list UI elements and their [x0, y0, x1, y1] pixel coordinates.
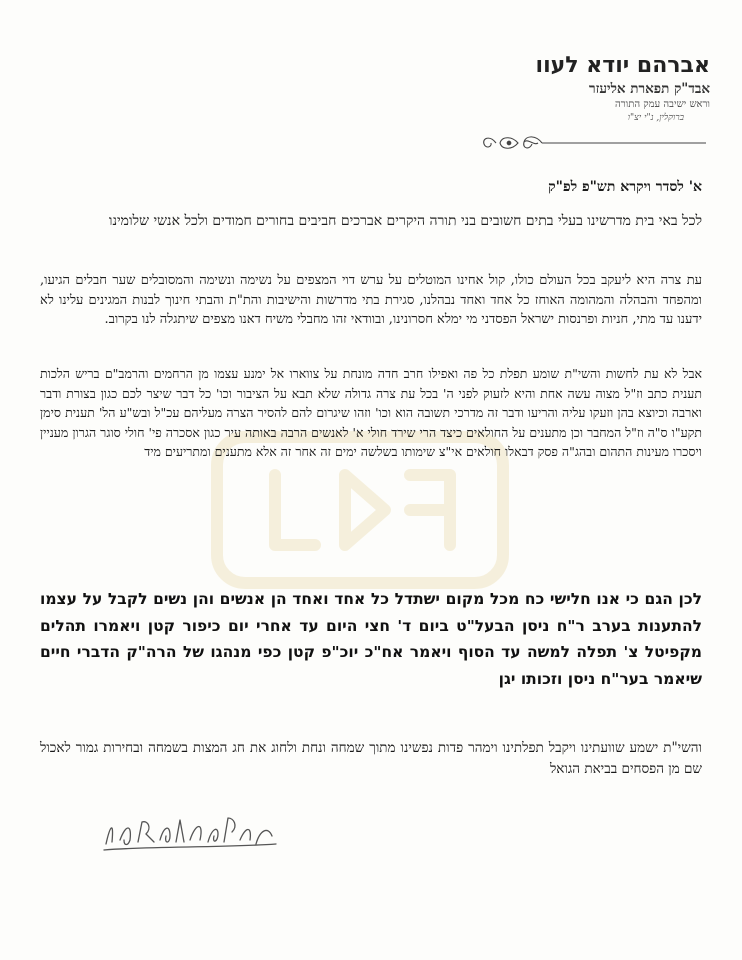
letterhead	[450, 52, 710, 124]
letterhead-name: אברהם יודא לעוו	[535, 53, 710, 78]
letterhead-subtitle: וראש ישיבה עמק התורה	[615, 99, 710, 110]
letter-paragraph-2: אבל לא עת לחשות והשי"ת שומע תפלת כל פה ואפילו חרב חדה מונחת על צווארו אל ימנע עצמו מן הרחמים והרמב"ם בריש הלכות תענית כתב וז"ל מצוה עשה אחת והיא לזעוק לפני ה' בכל עת צרה גדולה שלא תבא על הציבור וכו' כל דבר שיצר לכם כגון בצורת ודבר וארבה וכיוצא בהן וזעקו עליה והריעו ודבר זה מדרכי תשובה הוא וכו' וזהו שיגרום להם להסיר הצרה מעליהם עכ"ל ובש"ע הל' תענית סימן תקע"ו ס"ה וז"ל המחבר וכן מתענים על החולאים כיצד הרי שירד חולי א' לאנשים הרבה באותה עיר כגון אסכרה פי' חולי סוגר הגרון מעניין ויסכרו מעינות התהום ובהג"ה פסק דבאלו חולאים אי"צ שימותו בשלשה ימים זה אחר זה אלא מתענים ומתריעים מיד	[40, 366, 702, 459]
letter-paragraph-1: עת צרה היא ליעקב בכל העולם כולו, קול אחינו המוטלים על ערש דוי המצפים על נשימה ונשימה והמסובלים שער חבלים הגיעו, ומהפחד והבהלה והמהומה האוחז כל אחד ואחד נבהלנו, סגירת בתי מדרשות והישיבות והת"ת והבתי חינוך לבנות המגינים עלינו לא ידענו עד מתי, חניות ופרנסות ישראל הפסדני מי ימלא חסרונינו, ובוודאי זהו מחבלי משיח דאנו מצפים שיתגלה לנו בקרוב.	[40, 273, 702, 327]
letter-emphasis-paragraph: לכן הגם כי אנו חלישי כח מכל מקום ישתדל כל אחד ואחד הן אנשים והן נשים לקבל על עצמו להתענות בערב ר"ח ניסן הבעל"ט ביום ד' חצי היום עד אחרי יום כיפור קטן ויאמרו תהלים מקפיטל צ' תפלה למשה עד הסוף ויאמר אח"כ יוכ"פ קטן כפי מנהגו של הרה"ק הדברי חיים שיאמר בער"ח ניסן וזכותו יגן	[40, 590, 702, 688]
letter-closing: והשי"ת ישמע שוועתינו ויקבל תפלתינו וימהר פדות נפשינו מתוך שמחה ונחת ולחוג את חג המצות בשמחה ובחירות גמור לאכול שם מן הפסחים בביאת הגואל	[40, 740, 702, 777]
handwritten-signature	[100, 806, 280, 856]
letterhead-title: אבד"ק תפארת אליעזר	[589, 81, 710, 97]
flourish-divider-icon	[478, 132, 710, 154]
letter-dateline: א' לסדר ויקרא תש"פ לפ"ק	[548, 179, 702, 195]
letterhead-location: ברוקלין, נ"י יצ"ו	[627, 113, 684, 123]
letter-address: לכל באי בית מדרשינו בעלי בתים חשובים בני תורה היקרים אברכים חביבים בחורים חמודים ולכל אנשי שלומינו	[108, 213, 702, 229]
